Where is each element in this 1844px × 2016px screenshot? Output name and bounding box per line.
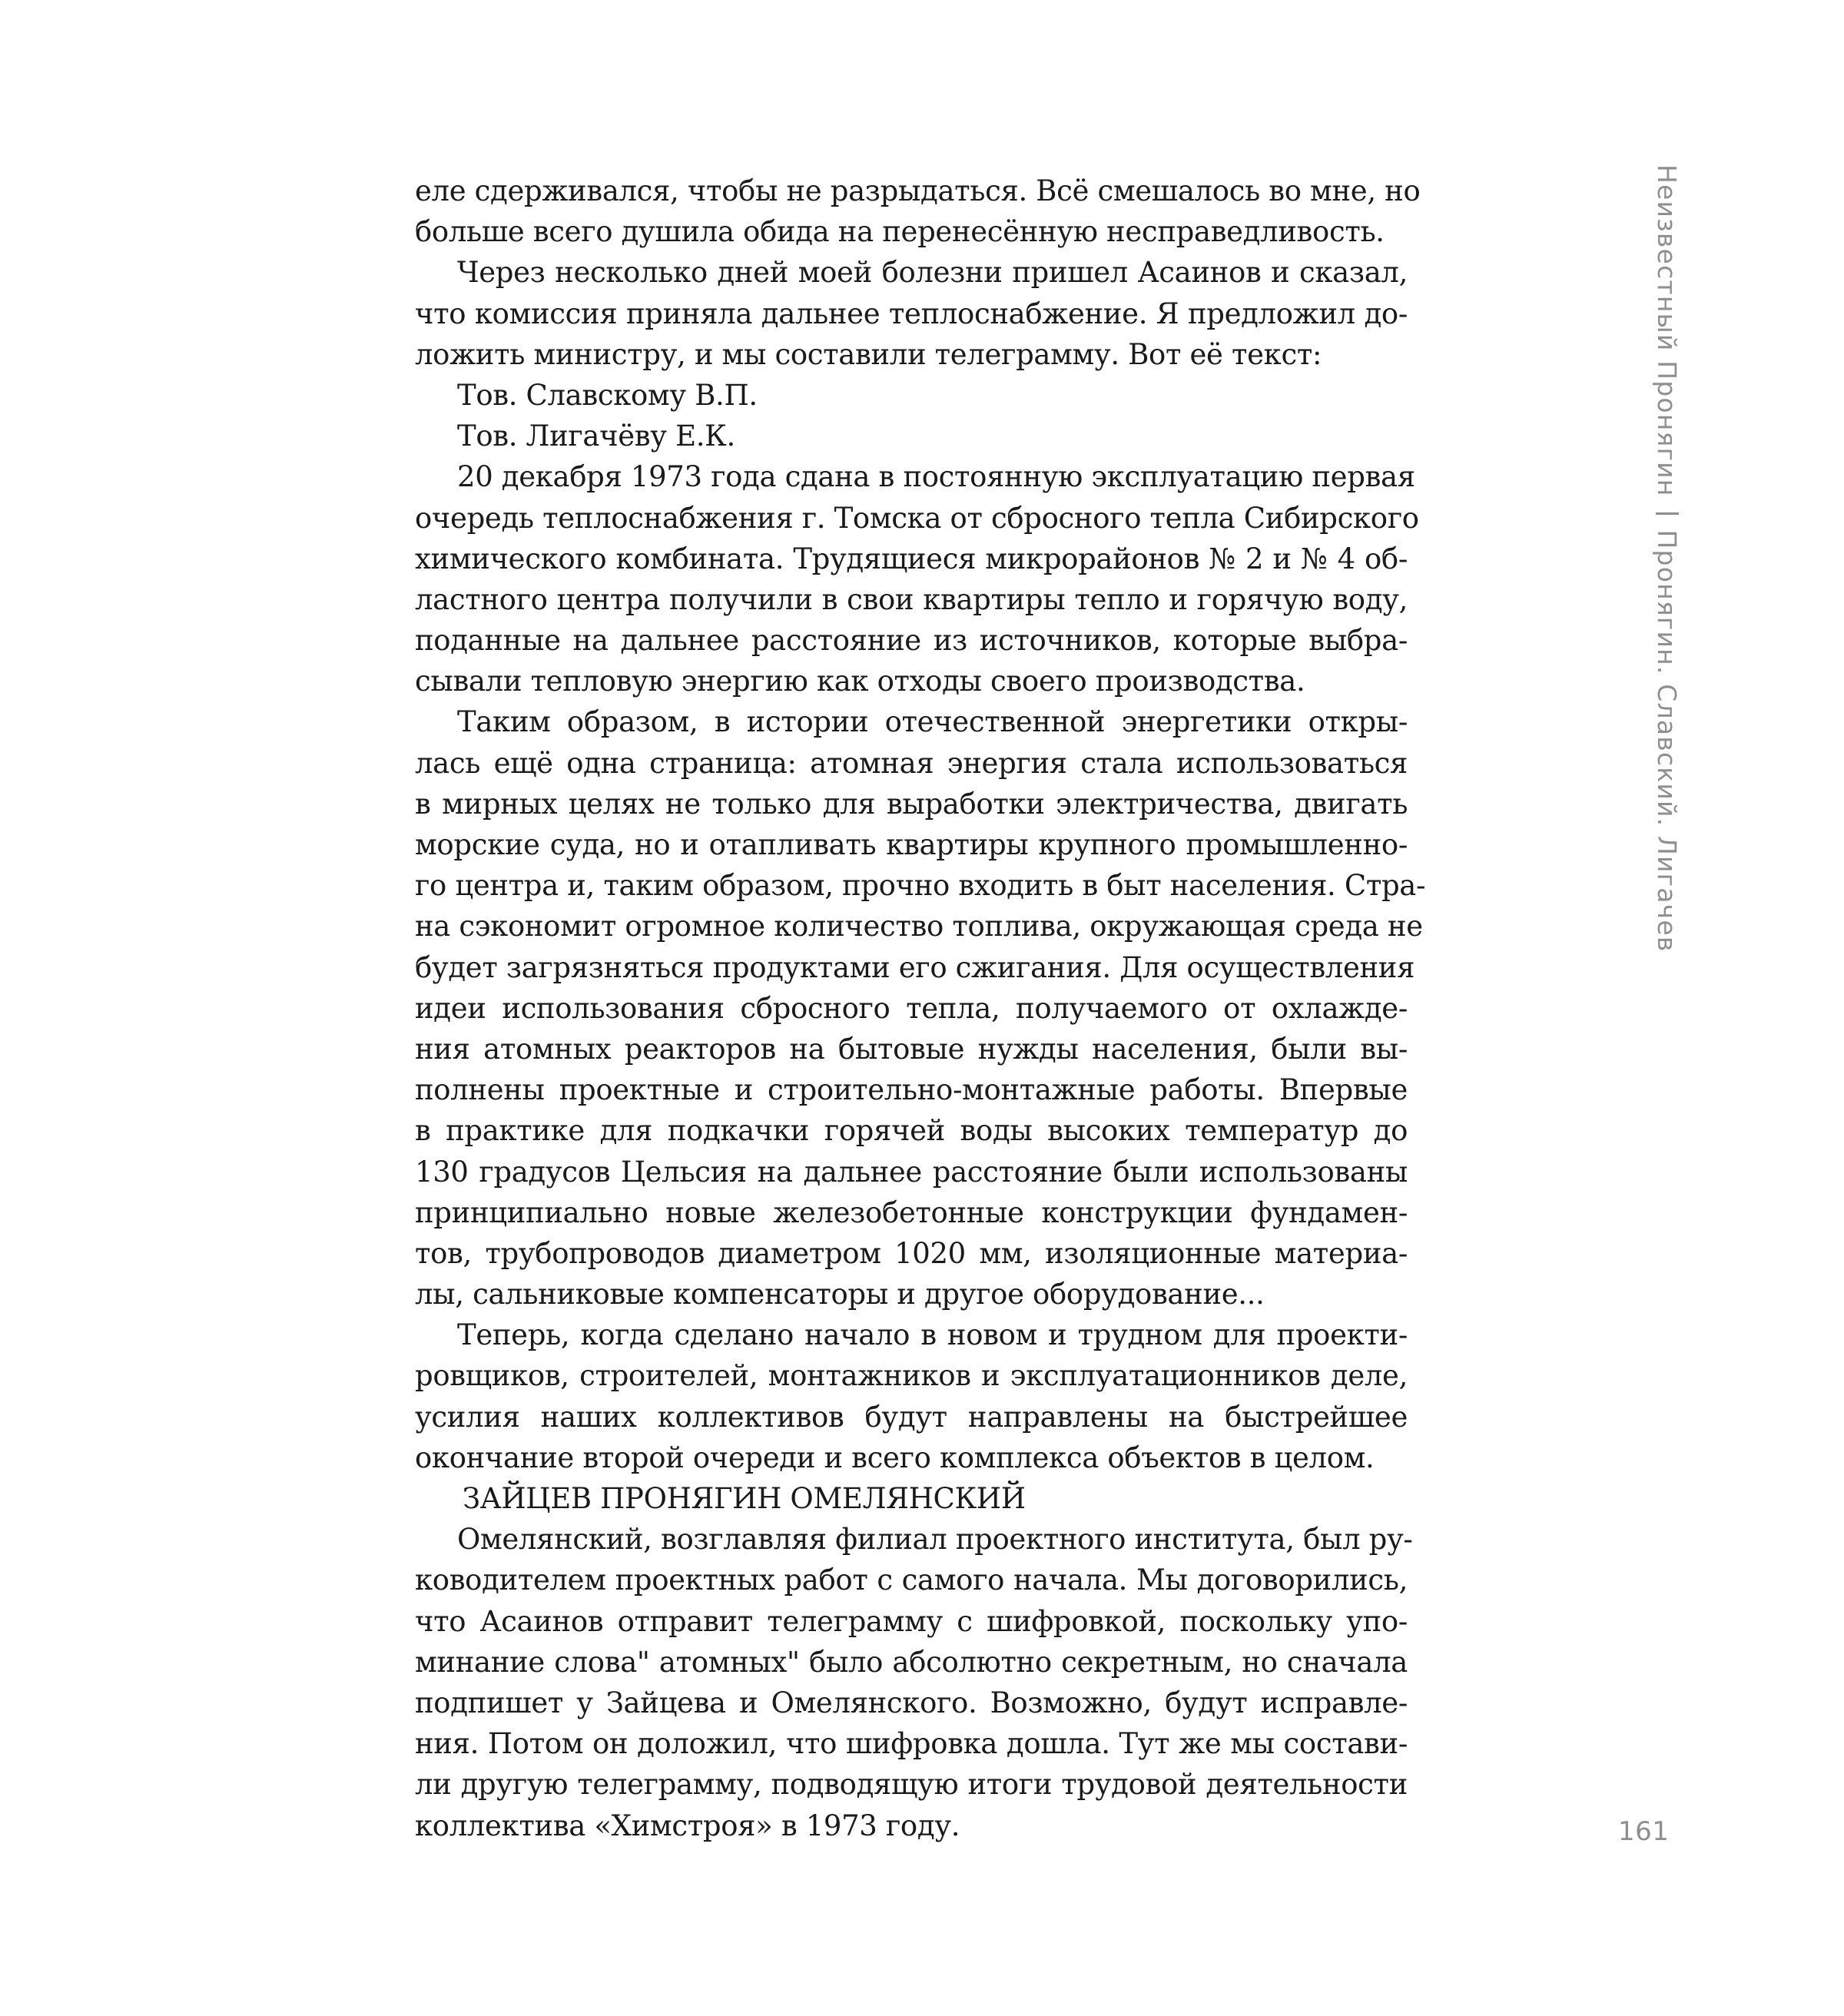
text-line: минание слова" атомных" было абсолютно секретным, но сначала <box>415 1645 1408 1679</box>
text-line: Омелянский, возглавляя филиал проектного института, был ру- <box>457 1523 1413 1557</box>
text-line: ководителем проектных работ с самого начала. Мы договорились, <box>415 1563 1408 1597</box>
text-line: 20 декабря 1973 года сдана в постоянную эксплуатацию первая <box>457 460 1415 494</box>
text-line: подпишет у Зайцева и Омелянского. Возможно, будут исправле- <box>415 1686 1408 1719</box>
signature-heading: ЗАЙЦЕВ ПРОНЯГИН ОМЕЛЯНСКИЙ <box>463 1482 1026 1515</box>
text-line: Через несколько дней моей болезни пришел Асаинов и сказал, <box>457 256 1408 290</box>
text-line: сывали тепловую энергию как отходы своего производства. <box>415 665 1305 698</box>
running-head <box>1652 164 1683 953</box>
text-line: химического комбината. Трудящиеся микрорайонов № 2 и № 4 об- <box>415 542 1408 575</box>
text-line: полнены проектные и строительно-монтажные работы. Впервые <box>415 1073 1408 1107</box>
text-line: Таким образом, в истории отечественной энергетики откры- <box>457 705 1408 739</box>
text-line: на сэкономит огромное количество топлива, окружающая среда не <box>415 910 1423 943</box>
text-line: ровщиков, строителей, монтажников и эксплуатационников деле, <box>415 1359 1408 1393</box>
text-line: Тов. Лигачёву Е.К. <box>457 419 735 453</box>
text-line: ложить министру, и мы составили телеграмму. Вот её текст: <box>415 337 1322 371</box>
text-line: морские суда, но и отапливать квартиры крупного промышленно- <box>415 828 1408 861</box>
text-line: окончание второй очереди и всего комплекса объектов в целом. <box>415 1441 1375 1474</box>
text-line: ния. Потом он доложил, что шифровка дошла. Тут же мы состави- <box>415 1727 1408 1761</box>
text-line: 130 градусов Цельсия на дальнее расстояние были использованы <box>415 1155 1408 1189</box>
text-line: будет загрязняться продуктами его сжигания. Для осуществления <box>415 950 1415 984</box>
text-line: Теперь, когда сделано начало в новом и трудном для проекти- <box>457 1318 1408 1352</box>
page-number: 161 <box>1618 1816 1670 1847</box>
text-line: что комиссия приняла дальнее теплоснабжение. Я предложил до- <box>415 297 1408 330</box>
text-line: в мирных целях не только для выработки электричества, двигать <box>415 787 1408 821</box>
text-line: идеи использования сбросного тепла, получаемого от охлажде- <box>415 991 1408 1025</box>
text-line: больше всего душила обида на перенесённую несправедливость. <box>415 215 1385 249</box>
text-line: что Асаинов отправит телеграмму с шифровкой, поскольку упо- <box>415 1604 1408 1638</box>
text-line: лась ещё одна страница: атомная энергия стала использоваться <box>415 746 1408 780</box>
text-line: усилия наших коллективов будут направлены на быстрейшее <box>415 1400 1408 1434</box>
text-line: го центра и, таким образом, прочно входить в быт населения. Стра- <box>415 869 1426 903</box>
running-head-text <box>1652 164 1681 953</box>
text-line: в практике для подкачки горячей воды высоких температур до <box>415 1114 1408 1148</box>
text-line: лы, сальниковые компенсаторы и другое оборудование... <box>415 1278 1265 1311</box>
text-line: принципиально новые железобетонные конструкции фундамен- <box>415 1195 1408 1229</box>
text-line: ластного центра получили в свои квартиры тепло и горячую воду, <box>415 582 1408 616</box>
text-line: Тов. Славскому В.П. <box>457 378 758 412</box>
text-line: тов, трубопроводов диаметром 1020 мм, изоляционные материа- <box>415 1236 1408 1270</box>
text-line: ли другую телеграмму, подводящую итоги трудовой деятельности <box>415 1768 1408 1802</box>
running-head-chapter-title: Пронягин. Славский. Лигачев <box>1652 529 1682 953</box>
text-line: коллектива «Химстроя» в 1973 году. <box>415 1809 960 1842</box>
text-line: еле сдерживался, чтобы не разрыдаться. Всё смешалось во мне, но <box>415 174 1421 207</box>
body-text <box>415 171 1426 1846</box>
text-line: очередь теплоснабжения г. Томска от сбросного тепла Сибирского <box>415 501 1419 535</box>
running-head-book-title: Неизвестный Пронягин <box>1652 164 1682 497</box>
text-line: поданные на дальнее расстояние из источников, которые выбра- <box>415 624 1408 658</box>
text-line: ния атомных реакторов на бытовые нужды населения, были вы- <box>415 1032 1408 1066</box>
running-head-separator <box>1656 512 1679 515</box>
